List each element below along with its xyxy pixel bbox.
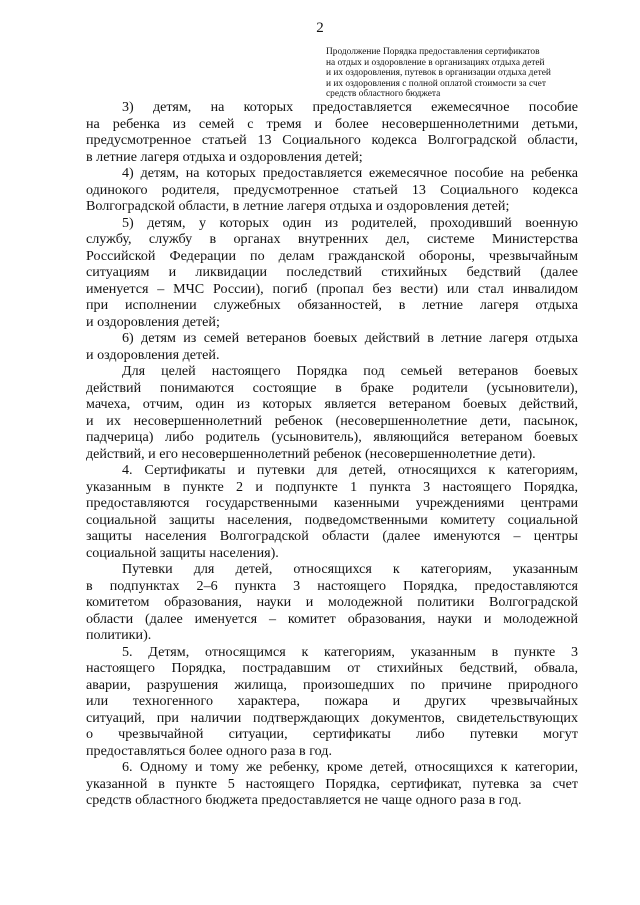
paragraph-line: при исполнении служебных обязанностей, в летние лагеря отдыха: [86, 297, 578, 313]
document-body: [86, 99, 578, 809]
paragraph-line: Путевки для детей, относящихся к категориям, указанным: [122, 561, 578, 577]
continuation-line: и их оздоровления с полной оплатой стоимости за счет: [326, 78, 546, 89]
paragraph-line: службу, службу в органах внутренних дел, системе Министерства: [86, 231, 578, 247]
paragraph-line: 4) детям, на которых предоставляется ежемесячное пособие на ребенка: [122, 165, 578, 181]
paragraph-line: политики).: [86, 627, 152, 643]
paragraph: [86, 561, 578, 644]
paragraph-line: и их несовершеннолетний ребенок (несовершеннолетние дети, пасынок,: [86, 412, 578, 429]
paragraph-line: 5. Детям, относящимся к категориям, указанным в пункте 3: [122, 643, 578, 660]
continuation-line: на отдых и оздоровление в организациях отдыха детей: [326, 57, 545, 68]
paragraph: [86, 165, 578, 215]
paragraph-line: предоставляться более одного раза в год.: [86, 742, 332, 759]
paragraph-line: социальной защиты населения).: [86, 544, 279, 561]
paragraph-line: аварии, разрушения жилища, произошедших по причине природного: [86, 676, 578, 693]
paragraph-line: действий, и его несовершеннолетний ребенок (несовершеннолетние дети).: [86, 445, 536, 462]
paragraph: [86, 644, 578, 760]
paragraph-line: именуется – МЧС России), погиб (пропал без вести) или стал инвалидом: [86, 280, 578, 297]
paragraph-line: в летние лагеря отдыха и оздоровления детей;: [86, 148, 363, 165]
paragraph-line: области (далее именуется – комитет образования, науки и молодежной: [86, 610, 578, 627]
continuation-line: средств областного бюджета: [326, 89, 441, 100]
paragraph-line: средств областного бюджета предоставляется не чаще одного раза в год.: [86, 792, 522, 808]
paragraph-line: предоставляются государственными казенными учреждениями центрами: [86, 495, 578, 511]
paragraph-line: падчерица) либо родитель (усыновитель), являющийся ветераном боевых: [86, 429, 578, 445]
paragraph-line: настоящего Порядка, пострадавшим от стихийных бедствий, обвала,: [86, 660, 578, 676]
paragraph: [86, 215, 578, 331]
paragraph-line: одинокого родителя, предусмотренное статьей 13 Социального кодекса: [86, 181, 578, 198]
paragraph-line: 3) детям, на которых предоставляется ежемесячное пособие: [122, 99, 578, 115]
continuation-line: Продолжение Порядка предоставления сертификатов: [326, 47, 540, 57]
paragraph-line: указанной в пункте 5 настоящего Порядка, сертификат, путевка за счет: [86, 775, 578, 792]
continuation-header: [326, 47, 582, 100]
paragraph: [86, 99, 578, 165]
paragraph-line: 4. Сертификаты и путевки для детей, относящихся к категориям,: [122, 462, 578, 478]
paragraph-line: в подпунктах 2–6 пункта 3 настоящего Порядка, предоставляются: [86, 577, 578, 594]
paragraph-line: и оздоровления детей.: [86, 346, 220, 363]
paragraph-line: 5) детям, у которых один из родителей, проходивший военную: [122, 214, 578, 231]
paragraph-line: ситуациям и ликвидации последствий стихийных бедствий (далее: [86, 264, 578, 280]
paragraph-line: Волгоградской области, в летние лагеря отдыха и оздоровления детей;: [86, 198, 510, 214]
paragraph-line: 6. Одному и тому же ребенку, кроме детей, относящихся к категории,: [122, 759, 578, 775]
paragraph-line: ситуаций, при наличии подтверждающих документов, свидетельствующих: [86, 709, 578, 726]
paragraph-line: 6) детям из семей ветеранов боевых действий в летние лагеря отдыха: [122, 330, 578, 346]
paragraph: [86, 363, 578, 462]
paragraph-line: защиты населения Волгоградской области (далее именуются – центры: [86, 528, 578, 544]
paragraph-line: Российской Федерации по делам гражданской обороны, чрезвычайным: [86, 247, 578, 264]
continuation-line: и их оздоровления, путевок в организации отдыха детей: [326, 68, 551, 79]
paragraph-line: предусмотренное статьей 13 Социального кодекса Волгоградской области,: [86, 132, 578, 148]
paragraph-line: указанным в пункте 2 и подпункте 1 пункта 3 настоящего Порядка,: [86, 478, 578, 495]
page-number: 2: [316, 20, 324, 36]
paragraph-line: социальной защиты населения, подведомственными комитету социальной: [86, 511, 578, 528]
paragraph: [86, 759, 578, 809]
paragraph: [86, 330, 578, 363]
paragraph-line: или техногенного характера, пожара и других чрезвычайных: [86, 693, 578, 709]
paragraph-line: на ребенка из семей с тремя и более несовершеннолетними детьми,: [86, 115, 578, 132]
paragraph-line: о чрезвычайной ситуации, сертификаты либо путевки могут: [86, 726, 578, 742]
paragraph-line: и оздоровления детей;: [86, 313, 220, 330]
paragraph-line: комитетом образования, науки и молодежной политики Волгоградской: [86, 594, 578, 610]
paragraph-line: Для целей настоящего Порядка под семьей ветеранов боевых: [122, 363, 578, 379]
paragraph: [86, 462, 578, 561]
paragraph-line: действий понимаются состоящие в браке родители (усыновители),: [86, 379, 578, 396]
paragraph-line: мачеха, отчим, один из которых является ветераном боевых действий,: [86, 396, 578, 412]
